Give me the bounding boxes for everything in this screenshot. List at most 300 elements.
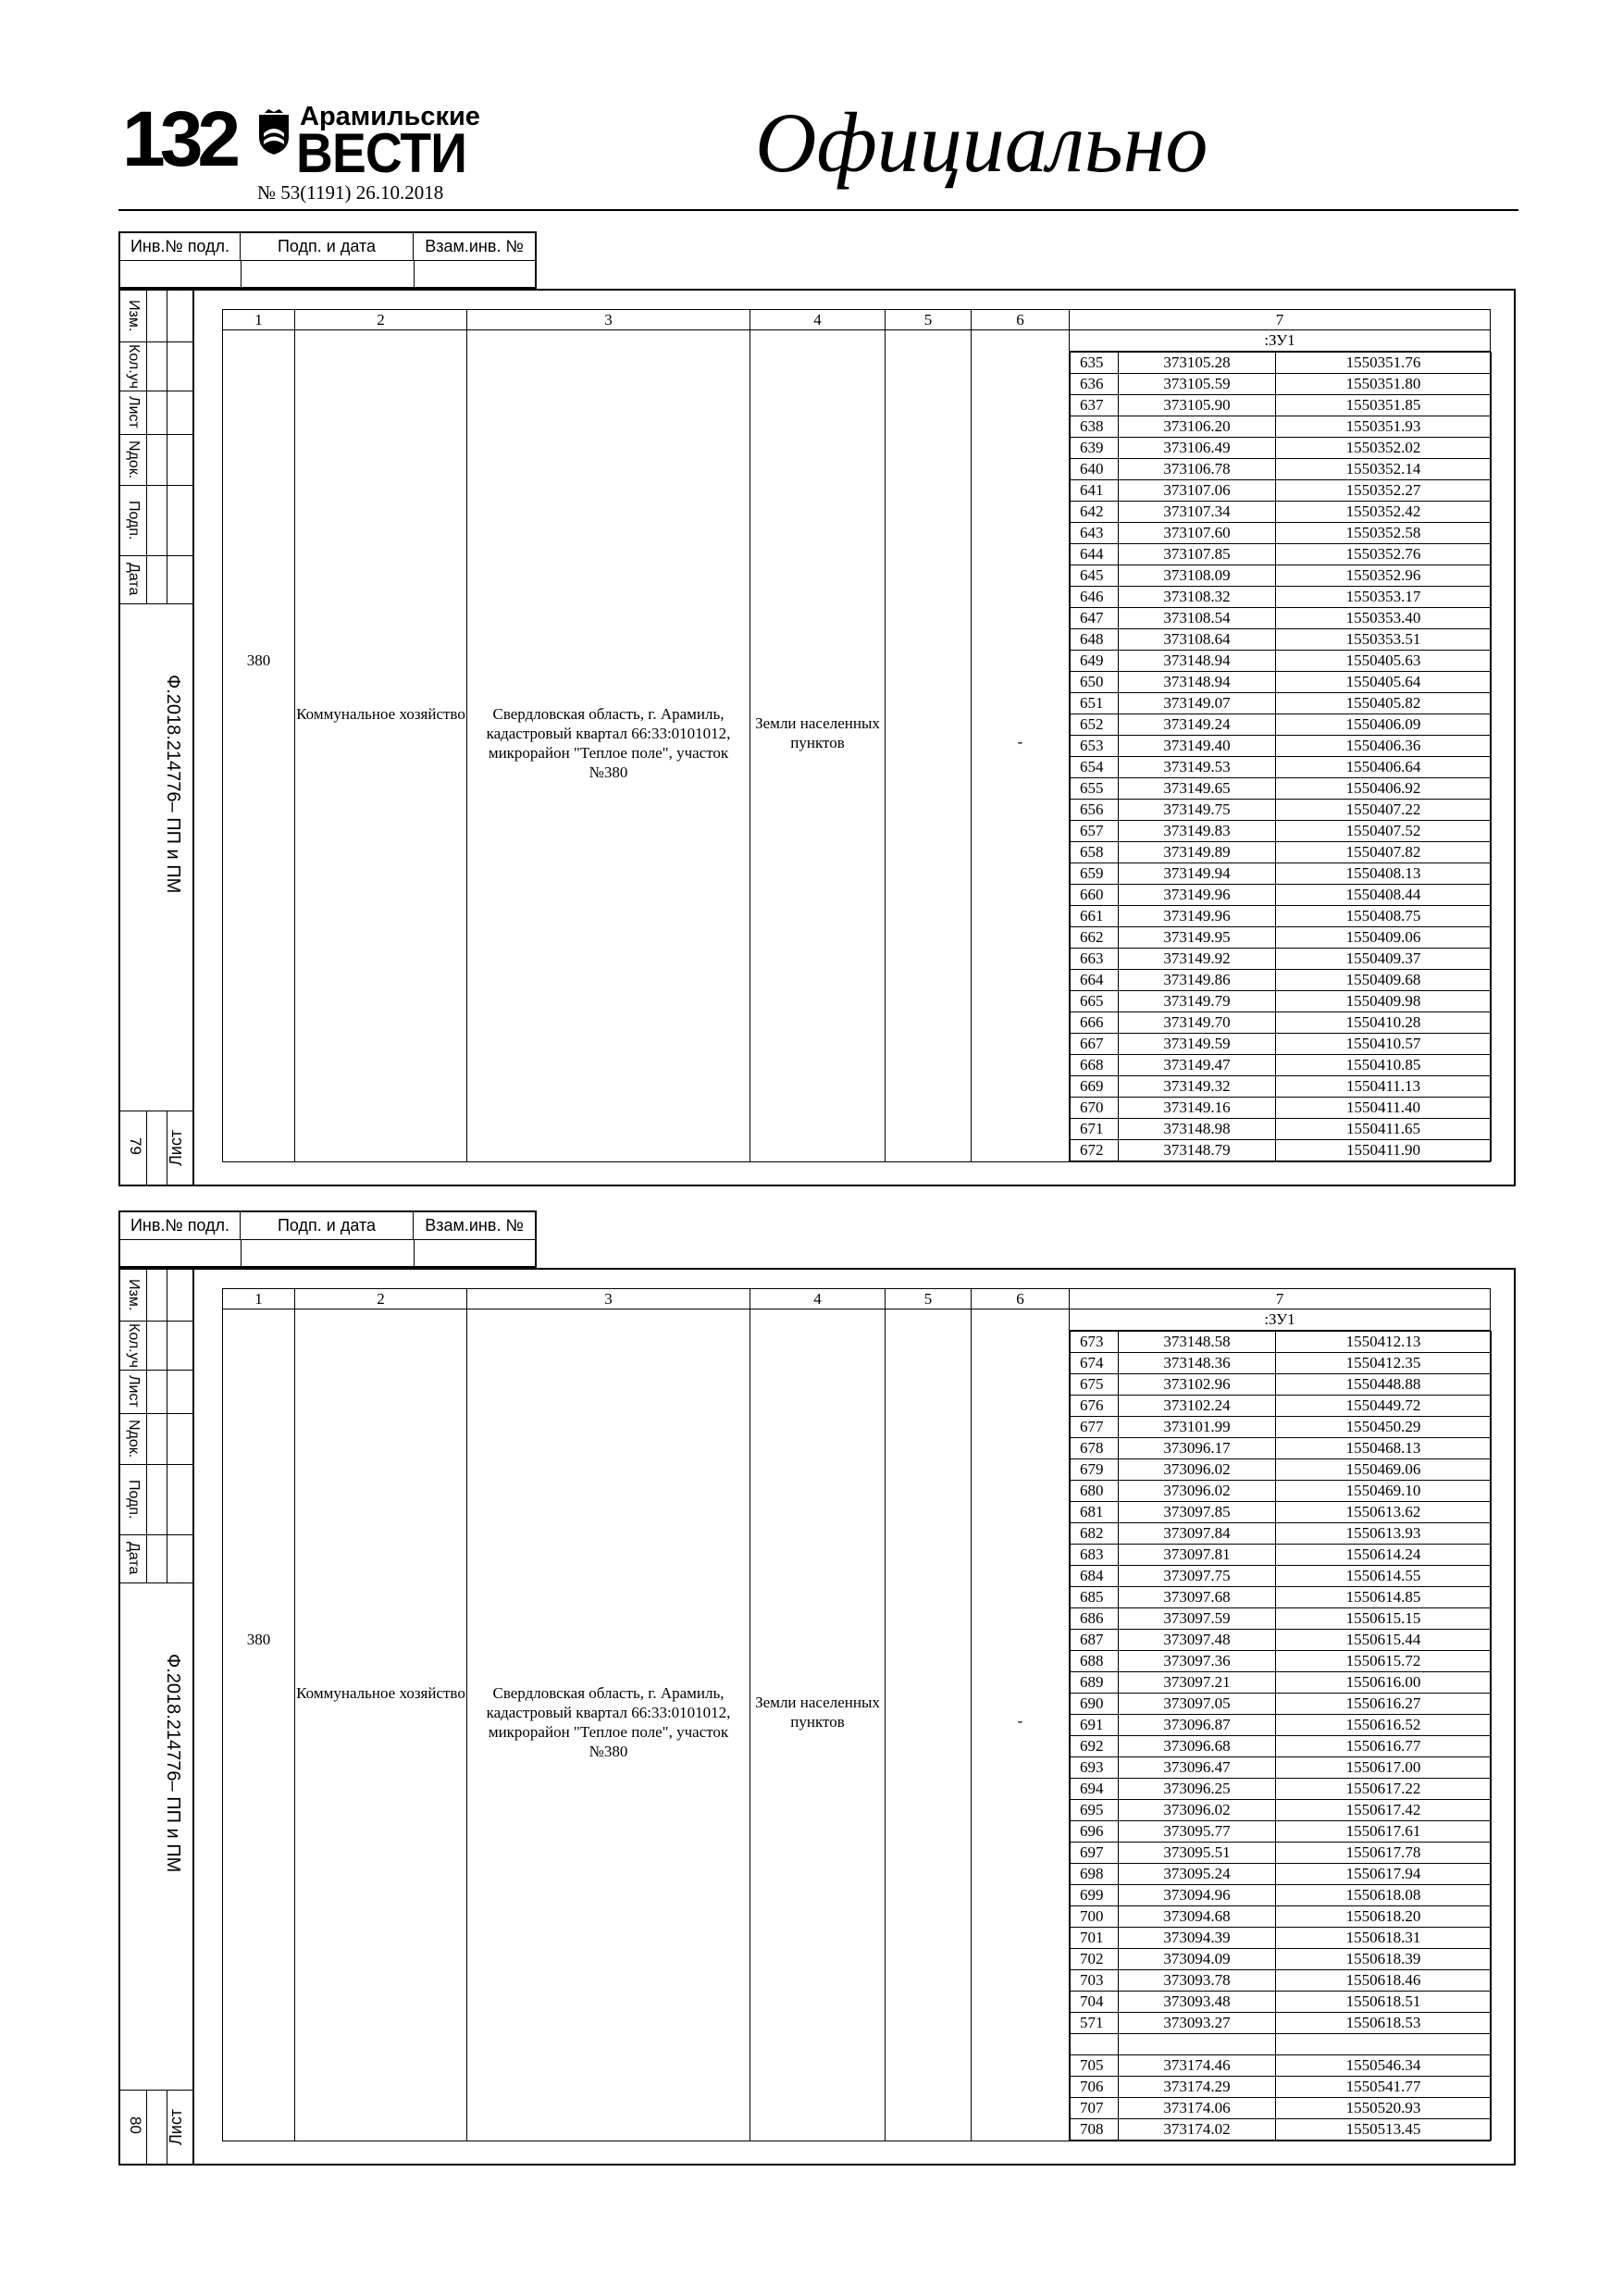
point-number: 685 xyxy=(1071,1587,1119,1608)
coordinates-list xyxy=(1070,1331,1492,2141)
point-number: 655 xyxy=(1071,778,1119,800)
point-number: 660 xyxy=(1071,885,1119,906)
brand-top: Арамильские xyxy=(300,102,480,131)
plot-address: Свердловская область, г. Арамиль, кадастровый квартал 66:33:0101012, микрорайон "Теплое поле", участок №380 xyxy=(467,1309,750,2141)
coordinates-cell xyxy=(1070,1309,1491,2141)
side-podp: Подп. xyxy=(126,1479,142,1520)
y-coordinate: 1550617.78 xyxy=(1276,1843,1492,1864)
side-ndok: Nдок. xyxy=(126,440,142,479)
coordinate-row xyxy=(1071,587,1492,608)
zone-label: :ЗУ1 xyxy=(1070,1309,1490,1331)
y-coordinate: 1550412.35 xyxy=(1276,1353,1492,1374)
x-coordinate: 373149.59 xyxy=(1119,1034,1276,1055)
x-coordinate: 373149.83 xyxy=(1119,821,1276,842)
y-coordinate: 1550615.44 xyxy=(1276,1630,1492,1651)
x-coordinate: 373107.60 xyxy=(1119,523,1276,544)
sheet-number: 80 xyxy=(127,2116,144,2134)
y-coordinate: 1550405.63 xyxy=(1276,651,1492,672)
column-number: 5 xyxy=(886,1289,972,1309)
coordinate-row xyxy=(1071,1566,1492,1587)
y-coordinate: 1550407.52 xyxy=(1276,821,1492,842)
coordinate-row xyxy=(1071,778,1492,800)
coordinate-row xyxy=(1071,2076,1492,2097)
point-number: 695 xyxy=(1071,1800,1119,1821)
y-coordinate: 1550407.22 xyxy=(1276,800,1492,821)
coordinate-row xyxy=(1071,1885,1492,1906)
point-number: 680 xyxy=(1071,1481,1119,1502)
coordinate-row xyxy=(1071,523,1492,544)
coordinate-row xyxy=(1071,502,1492,523)
y-coordinate: 1550352.42 xyxy=(1276,502,1492,523)
x-coordinate: 373149.70 xyxy=(1119,1012,1276,1034)
x-coordinate: 373096.47 xyxy=(1119,1757,1276,1779)
point-number: 702 xyxy=(1071,1949,1119,1970)
point-number: 642 xyxy=(1071,502,1119,523)
coordinate-row xyxy=(1071,1055,1492,1076)
side-block xyxy=(120,1270,194,2164)
coordinate-row xyxy=(1071,2097,1492,2118)
point-number: 691 xyxy=(1071,1715,1119,1736)
point-number: 698 xyxy=(1071,1864,1119,1885)
coordinate-row xyxy=(1071,1949,1492,1970)
y-coordinate: 1550405.82 xyxy=(1276,693,1492,714)
plot-number: 380 xyxy=(223,1309,295,2141)
point-number: 669 xyxy=(1071,1076,1119,1098)
coordinate-row xyxy=(1071,1545,1492,1566)
coordinate-row xyxy=(1071,2034,1492,2055)
point-number: 651 xyxy=(1071,693,1119,714)
x-coordinate: 373149.47 xyxy=(1119,1055,1276,1076)
coordinates-list xyxy=(1070,352,1492,1161)
y-coordinate: 1550614.24 xyxy=(1276,1545,1492,1566)
x-coordinate: 373095.77 xyxy=(1119,1821,1276,1843)
stamp-block xyxy=(118,1210,537,1268)
point-number: 699 xyxy=(1071,1885,1119,1906)
x-coordinate: 373148.94 xyxy=(1119,672,1276,693)
side-data: Дата xyxy=(126,1542,142,1575)
point-number: 641 xyxy=(1071,480,1119,502)
y-coordinate: 1550352.14 xyxy=(1276,459,1492,480)
stamp-sign-label: Подп. и дата xyxy=(241,233,414,260)
y-coordinate: 1550353.40 xyxy=(1276,608,1492,629)
y-coordinate: 1550618.53 xyxy=(1276,2013,1492,2034)
coordinate-row xyxy=(1071,714,1492,736)
section-title: Официально xyxy=(755,95,1208,190)
y-coordinate: 1550614.55 xyxy=(1276,1566,1492,1587)
coordinate-row xyxy=(1071,1459,1492,1481)
side-koluch: Кол.уч xyxy=(126,343,142,389)
y-coordinate: 1550406.36 xyxy=(1276,736,1492,757)
side-izm: Изм. xyxy=(126,1279,142,1311)
page-header xyxy=(0,0,1623,222)
point-number: 700 xyxy=(1071,1906,1119,1928)
point-number: 693 xyxy=(1071,1757,1119,1779)
point-number: 643 xyxy=(1071,523,1119,544)
point-number: 635 xyxy=(1071,353,1119,374)
column-number: 7 xyxy=(1070,1289,1491,1309)
y-coordinate: 1550618.39 xyxy=(1276,1949,1492,1970)
coordinate-row xyxy=(1071,736,1492,757)
point-number: 706 xyxy=(1071,2076,1119,2097)
coordinate-row xyxy=(1071,970,1492,991)
column-number: 5 xyxy=(886,310,972,330)
x-coordinate: 373149.95 xyxy=(1119,927,1276,949)
y-coordinate: 1550353.51 xyxy=(1276,629,1492,651)
y-coordinate xyxy=(1276,2034,1492,2055)
y-coordinate: 1550613.62 xyxy=(1276,1502,1492,1523)
y-coordinate: 1550614.85 xyxy=(1276,1587,1492,1608)
coordinate-row xyxy=(1071,1012,1492,1034)
plot-address: Свердловская область, г. Арамиль, кадастровый квартал 66:33:0101012, микрорайон "Теплое поле", участок №380 xyxy=(467,330,750,1162)
y-coordinate: 1550410.57 xyxy=(1276,1034,1492,1055)
header-divider xyxy=(118,209,1518,211)
side-koluch: Кол.уч xyxy=(126,1322,142,1368)
y-coordinate: 1550351.85 xyxy=(1276,395,1492,416)
y-coordinate: 1550616.27 xyxy=(1276,1694,1492,1715)
coordinate-row xyxy=(1071,991,1492,1012)
column-number: 1 xyxy=(223,310,295,330)
coordinate-row xyxy=(1071,1332,1492,1353)
town-crest-icon xyxy=(257,109,291,155)
y-coordinate: 1550409.06 xyxy=(1276,927,1492,949)
x-coordinate: 373096.68 xyxy=(1119,1736,1276,1757)
coordinate-row xyxy=(1071,438,1492,459)
y-coordinate: 1550618.31 xyxy=(1276,1928,1492,1949)
coordinate-row xyxy=(1071,1630,1492,1651)
point-number: 686 xyxy=(1071,1608,1119,1630)
point-number: 638 xyxy=(1071,416,1119,438)
coordinate-row xyxy=(1071,1119,1492,1140)
y-coordinate: 1550411.90 xyxy=(1276,1140,1492,1161)
point-number: 664 xyxy=(1071,970,1119,991)
stamp-inv-label: Инв.№ подл. xyxy=(120,233,241,260)
x-coordinate: 373149.07 xyxy=(1119,693,1276,714)
point-number xyxy=(1071,2034,1119,2055)
x-coordinate: 373102.24 xyxy=(1119,1396,1276,1417)
x-coordinate: 373149.16 xyxy=(1119,1098,1276,1119)
x-coordinate: 373105.90 xyxy=(1119,395,1276,416)
point-number: 639 xyxy=(1071,438,1119,459)
side-block xyxy=(120,291,194,1185)
y-coordinate: 1550352.58 xyxy=(1276,523,1492,544)
x-coordinate: 373102.96 xyxy=(1119,1374,1276,1396)
coordinate-row xyxy=(1071,672,1492,693)
x-coordinate: 373149.32 xyxy=(1119,1076,1276,1098)
x-coordinate: 373149.94 xyxy=(1119,863,1276,885)
drawing-sheet xyxy=(0,231,1623,1194)
point-number: 701 xyxy=(1071,1928,1119,1949)
y-coordinate: 1550616.00 xyxy=(1276,1672,1492,1694)
plot-purpose: Коммунальное хозяйство xyxy=(295,330,467,1162)
column-number: 4 xyxy=(750,1289,886,1309)
point-number: 676 xyxy=(1071,1396,1119,1417)
coordinate-row xyxy=(1071,949,1492,970)
point-number: 679 xyxy=(1071,1459,1119,1481)
point-number: 690 xyxy=(1071,1694,1119,1715)
point-number: 645 xyxy=(1071,565,1119,587)
y-coordinate: 1550408.13 xyxy=(1276,863,1492,885)
y-coordinate: 1550618.20 xyxy=(1276,1906,1492,1928)
x-coordinate: 373093.48 xyxy=(1119,1992,1276,2013)
column-number: 1 xyxy=(223,1289,295,1309)
x-coordinate: 373148.58 xyxy=(1119,1332,1276,1353)
stamp-divider xyxy=(414,1239,415,1268)
y-coordinate: 1550410.85 xyxy=(1276,1055,1492,1076)
x-coordinate: 373174.46 xyxy=(1119,2054,1276,2076)
x-coordinate: 373148.79 xyxy=(1119,1140,1276,1161)
y-coordinate: 1550617.94 xyxy=(1276,1864,1492,1885)
y-coordinate: 1550411.13 xyxy=(1276,1076,1492,1098)
x-coordinate: 373097.75 xyxy=(1119,1566,1276,1587)
column-number: 6 xyxy=(972,1289,1070,1309)
x-coordinate: 373108.09 xyxy=(1119,565,1276,587)
point-number: 653 xyxy=(1071,736,1119,757)
x-coordinate: 373093.78 xyxy=(1119,1970,1276,1992)
y-coordinate: 1550352.76 xyxy=(1276,544,1492,565)
coordinate-row xyxy=(1071,1076,1492,1098)
y-coordinate: 1550352.27 xyxy=(1276,480,1492,502)
stamp-vzam-label: Взам.инв. № xyxy=(425,1216,524,1235)
coordinate-row xyxy=(1071,1140,1492,1161)
point-number: 668 xyxy=(1071,1055,1119,1076)
coordinate-row xyxy=(1071,651,1492,672)
side-podp: Подп. xyxy=(126,500,142,540)
point-number: 705 xyxy=(1071,2054,1119,2076)
x-coordinate: 373108.54 xyxy=(1119,608,1276,629)
coordinate-row xyxy=(1071,565,1492,587)
y-coordinate: 1550409.68 xyxy=(1276,970,1492,991)
point-number: 696 xyxy=(1071,1821,1119,1843)
coordinate-row xyxy=(1071,629,1492,651)
x-coordinate: 373108.32 xyxy=(1119,587,1276,608)
coordinate-row xyxy=(1071,544,1492,565)
land-category: Земли населенных пунктов xyxy=(750,1309,886,2141)
page-number: 132 xyxy=(122,95,236,182)
y-coordinate: 1550408.75 xyxy=(1276,906,1492,927)
coordinate-row xyxy=(1071,1821,1492,1843)
point-number: 658 xyxy=(1071,842,1119,863)
point-number: 636 xyxy=(1071,374,1119,395)
y-coordinate: 1550351.93 xyxy=(1276,416,1492,438)
coordinate-row xyxy=(1071,1694,1492,1715)
x-coordinate: 373101.99 xyxy=(1119,1417,1276,1438)
stamp-divider xyxy=(120,1239,535,1240)
plot-purpose: Коммунальное хозяйство xyxy=(295,1309,467,2141)
y-coordinate: 1550616.52 xyxy=(1276,1715,1492,1736)
x-coordinate: 373108.64 xyxy=(1119,629,1276,651)
point-number: 677 xyxy=(1071,1417,1119,1438)
coordinate-row xyxy=(1071,1843,1492,1864)
y-coordinate: 1550449.72 xyxy=(1276,1396,1492,1417)
x-coordinate: 373149.75 xyxy=(1119,800,1276,821)
point-number: 666 xyxy=(1071,1012,1119,1034)
x-coordinate xyxy=(1119,2034,1276,2055)
x-coordinate: 373096.02 xyxy=(1119,1481,1276,1502)
table-row xyxy=(223,1309,1491,2141)
x-coordinate: 373106.20 xyxy=(1119,416,1276,438)
x-coordinate: 373097.05 xyxy=(1119,1694,1276,1715)
x-coordinate: 373174.02 xyxy=(1119,2118,1276,2140)
x-coordinate: 373107.85 xyxy=(1119,544,1276,565)
y-coordinate: 1550410.28 xyxy=(1276,1012,1492,1034)
coordinate-row xyxy=(1071,1864,1492,1885)
y-coordinate: 1550615.72 xyxy=(1276,1651,1492,1672)
point-number: 704 xyxy=(1071,1992,1119,2013)
coordinate-row xyxy=(1071,800,1492,821)
y-coordinate: 1550469.10 xyxy=(1276,1481,1492,1502)
y-coordinate: 1550412.13 xyxy=(1276,1332,1492,1353)
y-coordinate: 1550411.40 xyxy=(1276,1098,1492,1119)
point-number: 687 xyxy=(1071,1630,1119,1651)
drawing-sheet xyxy=(0,1210,1623,2173)
coordinate-row xyxy=(1071,1034,1492,1055)
y-coordinate: 1550541.77 xyxy=(1276,2076,1492,2097)
y-coordinate: 1550617.42 xyxy=(1276,1800,1492,1821)
coordinate-row xyxy=(1071,1417,1492,1438)
x-coordinate: 373107.06 xyxy=(1119,480,1276,502)
x-coordinate: 373097.59 xyxy=(1119,1608,1276,1630)
point-number: 688 xyxy=(1071,1651,1119,1672)
y-coordinate: 1550618.51 xyxy=(1276,1992,1492,2013)
column-number-row xyxy=(223,310,1491,330)
x-coordinate: 373149.79 xyxy=(1119,991,1276,1012)
point-number: 647 xyxy=(1071,608,1119,629)
point-number: 672 xyxy=(1071,1140,1119,1161)
coordinate-row xyxy=(1071,374,1492,395)
stamp-divider xyxy=(241,260,242,289)
x-coordinate: 373097.36 xyxy=(1119,1651,1276,1672)
coordinate-row xyxy=(1071,1438,1492,1459)
point-number: 689 xyxy=(1071,1672,1119,1694)
coordinate-row xyxy=(1071,1906,1492,1928)
land-category: Земли населенных пунктов xyxy=(750,330,886,1162)
coordinate-row xyxy=(1071,1672,1492,1694)
side-list: Лист xyxy=(126,396,142,428)
x-coordinate: 373149.92 xyxy=(1119,949,1276,970)
x-coordinate: 373096.02 xyxy=(1119,1800,1276,1821)
coordinates-table xyxy=(222,309,1491,1162)
coordinate-row xyxy=(1071,885,1492,906)
column-6-value: - xyxy=(972,1309,1070,2141)
point-number: 637 xyxy=(1071,395,1119,416)
y-coordinate: 1550617.22 xyxy=(1276,1779,1492,1800)
stamp-divider xyxy=(241,1239,242,1268)
point-number: 650 xyxy=(1071,672,1119,693)
point-number: 675 xyxy=(1071,1374,1119,1396)
x-coordinate: 373097.48 xyxy=(1119,1630,1276,1651)
stamp-divider xyxy=(120,260,535,261)
x-coordinate: 373107.34 xyxy=(1119,502,1276,523)
y-coordinate: 1550351.76 xyxy=(1276,353,1492,374)
point-number: 657 xyxy=(1071,821,1119,842)
issue-info: № 53(1191) 26.10.2018 xyxy=(257,181,444,204)
point-number: 661 xyxy=(1071,906,1119,927)
coordinate-row xyxy=(1071,1523,1492,1545)
coordinate-row xyxy=(1071,842,1492,863)
x-coordinate: 373097.84 xyxy=(1119,1523,1276,1545)
point-number: 678 xyxy=(1071,1438,1119,1459)
coordinate-row xyxy=(1071,821,1492,842)
plot-number: 380 xyxy=(223,330,295,1162)
point-number: 662 xyxy=(1071,927,1119,949)
side-list: Лист xyxy=(126,1375,142,1408)
point-number: 654 xyxy=(1071,757,1119,778)
point-number: 644 xyxy=(1071,544,1119,565)
y-coordinate: 1550406.09 xyxy=(1276,714,1492,736)
x-coordinate: 373095.51 xyxy=(1119,1843,1276,1864)
point-number: 681 xyxy=(1071,1502,1119,1523)
point-number: 649 xyxy=(1071,651,1119,672)
y-coordinate: 1550407.82 xyxy=(1276,842,1492,863)
column-number: 7 xyxy=(1070,310,1491,330)
y-coordinate: 1550618.46 xyxy=(1276,1970,1492,1992)
coordinate-row xyxy=(1071,459,1492,480)
coordinates-cell xyxy=(1070,330,1491,1162)
coordinate-row xyxy=(1071,2118,1492,2140)
y-coordinate: 1550409.37 xyxy=(1276,949,1492,970)
x-coordinate: 373097.81 xyxy=(1119,1545,1276,1566)
y-coordinate: 1550353.17 xyxy=(1276,587,1492,608)
column-number: 3 xyxy=(467,1289,750,1309)
coordinate-row xyxy=(1071,927,1492,949)
column-number: 2 xyxy=(295,1289,467,1309)
point-number: 673 xyxy=(1071,1332,1119,1353)
x-coordinate: 373094.39 xyxy=(1119,1928,1276,1949)
stamp-divider xyxy=(414,260,415,289)
coordinate-row xyxy=(1071,1800,1492,1821)
coordinate-row xyxy=(1071,863,1492,885)
point-number: 656 xyxy=(1071,800,1119,821)
point-number: 707 xyxy=(1071,2097,1119,2118)
y-coordinate: 1550450.29 xyxy=(1276,1417,1492,1438)
x-coordinate: 373149.24 xyxy=(1119,714,1276,736)
coordinate-row xyxy=(1071,1757,1492,1779)
coordinate-row xyxy=(1071,1502,1492,1523)
sheet-label: Лист xyxy=(167,1129,185,1166)
y-coordinate: 1550448.88 xyxy=(1276,1374,1492,1396)
x-coordinate: 373094.09 xyxy=(1119,1949,1276,1970)
y-coordinate: 1550469.06 xyxy=(1276,1459,1492,1481)
x-coordinate: 373094.68 xyxy=(1119,1906,1276,1928)
x-coordinate: 373105.28 xyxy=(1119,353,1276,374)
y-coordinate: 1550352.96 xyxy=(1276,565,1492,587)
x-coordinate: 373149.65 xyxy=(1119,778,1276,800)
column-number: 3 xyxy=(467,310,750,330)
x-coordinate: 373149.89 xyxy=(1119,842,1276,863)
coordinate-row xyxy=(1071,416,1492,438)
point-number: 683 xyxy=(1071,1545,1119,1566)
y-coordinate: 1550618.08 xyxy=(1276,1885,1492,1906)
x-coordinate: 373174.06 xyxy=(1119,2097,1276,2118)
point-number: 671 xyxy=(1071,1119,1119,1140)
column-5-value xyxy=(886,1309,972,2141)
stamp-inv-label: Инв.№ подл. xyxy=(120,1212,241,1239)
coordinate-row xyxy=(1071,353,1492,374)
y-coordinate: 1550352.02 xyxy=(1276,438,1492,459)
x-coordinate: 373148.94 xyxy=(1119,651,1276,672)
stamp-sign-label: Подп. и дата xyxy=(241,1212,414,1239)
coordinate-row xyxy=(1071,1779,1492,1800)
x-coordinate: 373149.96 xyxy=(1119,885,1276,906)
coordinate-row xyxy=(1071,1715,1492,1736)
x-coordinate: 373093.27 xyxy=(1119,2013,1276,2034)
side-data: Дата xyxy=(126,563,142,596)
y-coordinate: 1550615.15 xyxy=(1276,1608,1492,1630)
column-6-value: - xyxy=(972,330,1070,1162)
x-coordinate: 373105.59 xyxy=(1119,374,1276,395)
x-coordinate: 373094.96 xyxy=(1119,1885,1276,1906)
x-coordinate: 373096.87 xyxy=(1119,1715,1276,1736)
